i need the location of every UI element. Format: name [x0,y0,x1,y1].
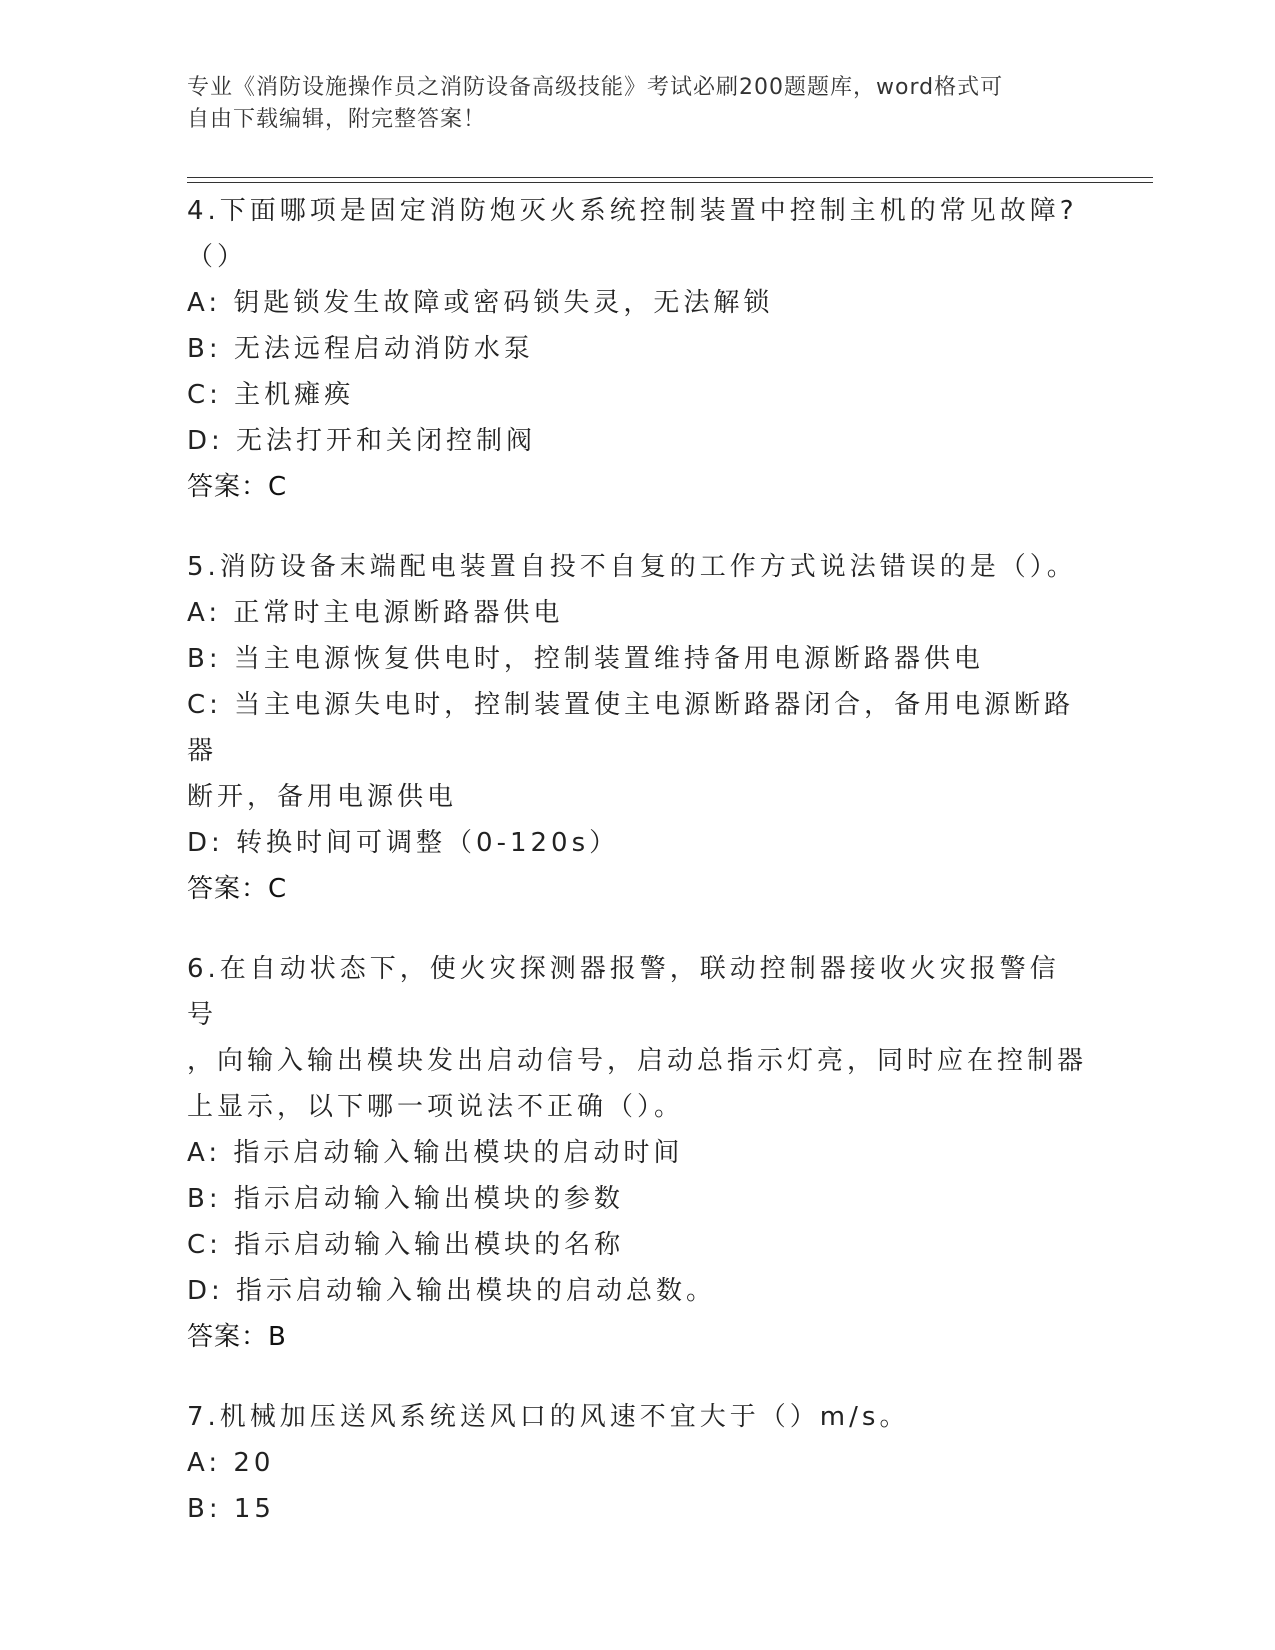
question-list [187,188,1087,1566]
question-text: 4.下面哪项是固定消防炮灭火系统控制装置中控制主机的常见故障? [187,196,1078,226]
option-c: C: 指示启动输入输出模块的名称 [187,1230,625,1260]
option-d: D: 转换时间可调整（0-120s） [187,828,620,858]
question-text: 上显示，以下哪一项说法不正确（）。 [187,1092,685,1122]
answer: 答案：C [187,472,288,502]
option-b: B: 当主电源恢复供电时，控制装置维持备用电源断路器供电 [187,644,984,674]
option-a: A: 指示启动输入输出模块的启动时间 [187,1138,684,1168]
question-text: 6.在自动状态下，使火灾探测器报警，联动控制器接收火灾报警信号 [187,954,1060,1030]
option-b: B: 无法远程启动消防水泵 [187,334,534,364]
option-d: D: 指示启动输入输出模块的启动总数。 [187,1276,717,1306]
question-text: 5.消防设备末端配电装置自投不自复的工作方式说法错误的是（）。 [187,552,1077,582]
option-c: C: 当主电源失电时，控制装置使主电源断路器闭合，备用电源断路器 [187,690,1075,766]
option-a: A: 钥匙锁发生故障或密码锁失灵，无法解锁 [187,288,774,318]
question-text: ，向输入输出模块发出启动信号，启动总指示灯亮，同时应在控制器 [187,1046,1088,1076]
option-a: A: 正常时主电源断路器供电 [187,598,564,628]
question-4 [187,188,1087,510]
option-b: B: 指示启动输入输出模块的参数 [187,1184,624,1214]
option-b: B: 15 [187,1494,275,1524]
question-6 [187,946,1087,1360]
question-text: 7.机械加压送风系统送风口的风速不宜大于（）m/s。 [187,1402,910,1432]
option-c: C: 主机瘫痪 [187,380,355,410]
question-5 [187,544,1087,912]
header-divider-bottom [187,182,1153,183]
document-header [187,72,1067,136]
option-a: A: 20 [187,1448,275,1478]
answer: 答案：C [187,874,288,904]
question-text: （） [187,242,248,272]
header-line-1: 专业《消防设施操作员之消防设备高级技能》考试必刷200题题库，word格式可 [187,75,1004,100]
question-7 [187,1394,1087,1532]
answer: 答案：B [187,1322,287,1352]
option-c-continued: 断开，备用电源供电 [187,782,458,812]
header-line-2: 自由下载编辑，附完整答案！ [187,107,487,132]
header-divider-top [187,177,1153,178]
option-d: D: 无法打开和关闭控制阀 [187,426,537,456]
